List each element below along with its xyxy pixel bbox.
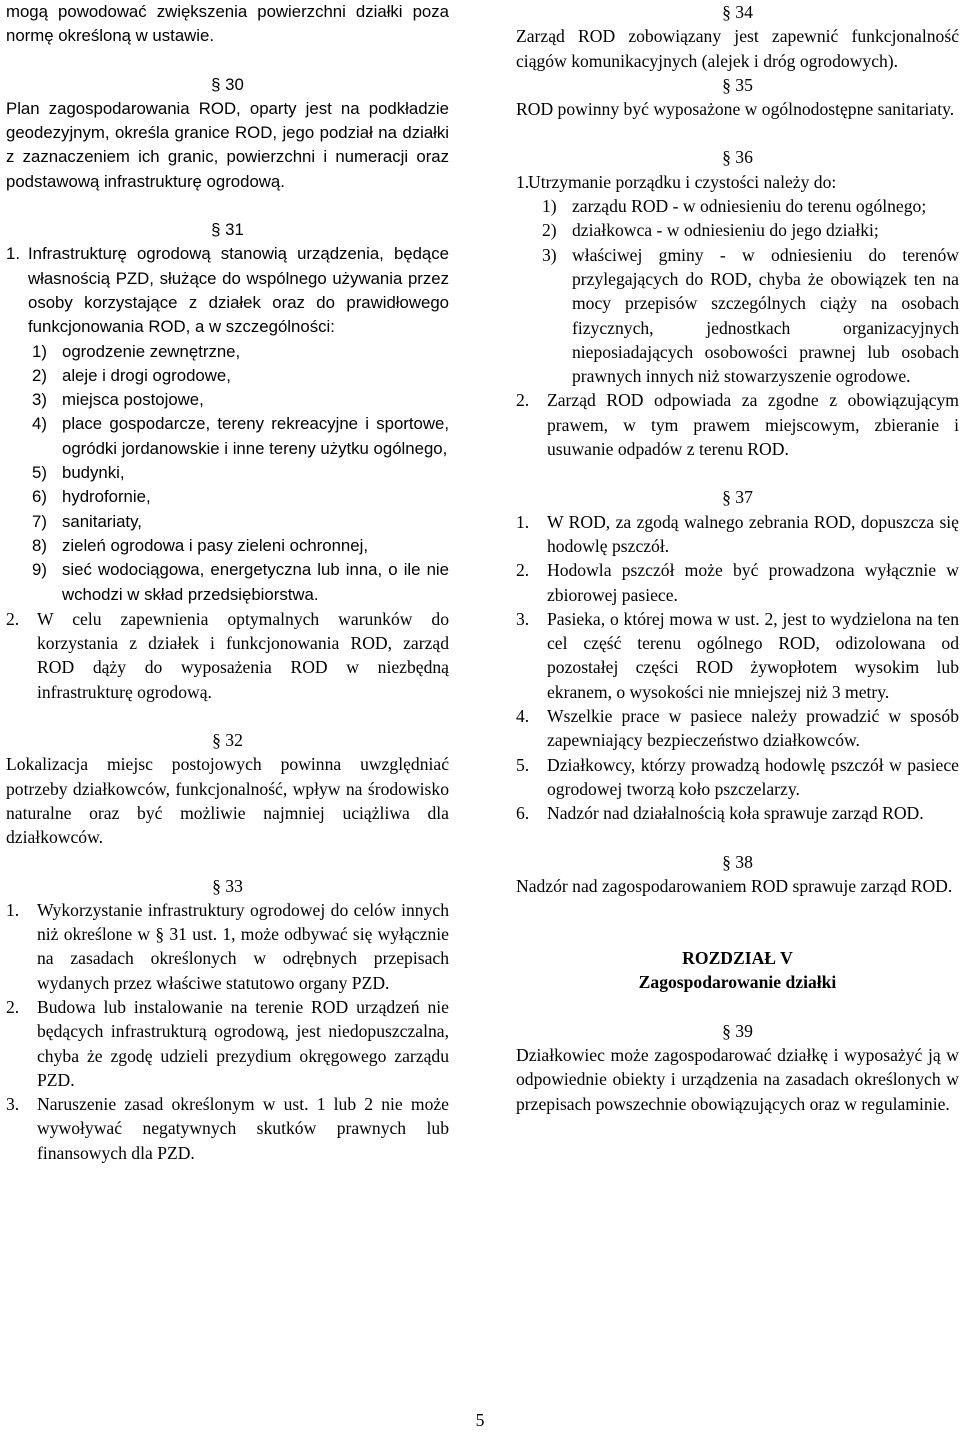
right-column (516, 0, 959, 1116)
list-item-number: 6. (516, 803, 530, 824)
list-item (32, 534, 449, 558)
list-item-text: aleje i drogi ogrodowe, (62, 365, 231, 385)
list-item-number: 6) (32, 487, 47, 507)
section-31-list (6, 340, 449, 607)
section-39-text: Działkowiec może zagospodarować działkę i wyposażyć ją w odpowiednie obiekty i urządzenia na zasadach określonych w przepisach powszechnie obowiązujących oraz w regulaminie. (516, 1044, 959, 1114)
list-item-number: 2. (6, 996, 20, 1017)
list-item (542, 194, 959, 218)
list-item-text: Nadzór nad działalnością koła sprawuje zarząd ROD. (547, 803, 924, 824)
list-item (516, 510, 959, 559)
section-32-text: Lokalizacja miejsc postojowych powinna uwzględniać potrzeby działkowców, funkcjonalność, wpływ na środowisko naturalne oraz być możliwie najmniej uciążliwa dla działkowców. (6, 754, 449, 848)
list-item (542, 243, 959, 389)
list-item (516, 558, 959, 607)
list-item-text: Budowa lub instalowanie na terenie ROD urządzeń nie będących infrastrukturą ogrodową, jest niedopuszczalna, chyba że zgodę udzieli prezydium okręgowego zarządu PZD. (37, 996, 449, 1090)
chapter-heading: ROZDZIAŁ V (682, 948, 793, 969)
section-36-heading: § 36 (722, 147, 753, 168)
section-35-heading: § 35 (722, 74, 753, 95)
list-item-text: miejsca postojowe, (62, 390, 204, 410)
list-item-text: Wszelkie prace w pasiece należy prowadzić w sposób zapewniający bezpieczeństwo działkowców. (547, 706, 959, 751)
section-36-list (516, 194, 959, 388)
list-item-text: sieć wodociągowa, energetyczna lub inna, o ile nie wchodzi w skład przedsiębiorstwa. (62, 560, 449, 604)
list-item (32, 485, 449, 509)
section-34-heading: § 34 (722, 2, 753, 22)
list-item (516, 753, 959, 802)
list-item-text: działkowca - w odniesieniu do jego działki; (572, 220, 879, 241)
list-item-number: 1. (516, 511, 530, 532)
list-item (516, 801, 959, 825)
list-item-text: Wykorzystanie infrastruktury ogrodowej do celów innych niż określone w § 31 ust. 1, może odbywać się wyłącznie na zasadach określonych w odrębnych przepisach wydanych przez właściwe statutowo organy PZD. (37, 899, 449, 993)
section-35-text: ROD powinny być wyposażone w ogólnodostępne sanitariaty. (516, 99, 955, 120)
list-item-number: 4. (516, 706, 530, 727)
section-34-text: Zarząd ROD zobowiązany jest zapewnić funkcjonalność ciągów komunikacyjnych (alejek i dróg ogrodowych). (516, 26, 959, 71)
list-item-text: zarządu ROD - w odniesieniu do terenu ogólnego; (572, 196, 927, 217)
section-31-heading: § 31 (211, 220, 244, 240)
section-37-list (516, 510, 959, 826)
page-number: 5 (475, 1410, 485, 1430)
section-33-list (6, 898, 449, 1165)
list-item (32, 412, 449, 461)
list-item-number: 2) (542, 220, 557, 241)
list-item-number: 9) (32, 560, 47, 580)
list-item-number: 2) (32, 365, 47, 385)
list-item-text: Działkowcy, którzy prowadzą hodowlę pszczół w pasiece ogrodowej tworzą koło pszczelarzy. (547, 754, 959, 799)
list-item (6, 1092, 449, 1165)
list-item (516, 607, 959, 704)
list-item (32, 340, 449, 364)
list-item (32, 558, 449, 607)
list-item-number: 3. (516, 608, 530, 629)
list-item (32, 388, 449, 412)
list-item-text: Hodowla pszczół może być prowadzona wyłącznie w zbiorowej pasiece. (547, 560, 959, 605)
list-item-number: 3) (32, 390, 47, 410)
list-item (32, 461, 449, 485)
section-39-heading: § 39 (722, 1020, 753, 1041)
paragraph-continued: mogą powodować zwiększenia powierzchni działki poza normę określoną w ustawie. (6, 2, 449, 46)
list-item-number: 4) (32, 414, 47, 434)
list-item-text: ogrodzenie zewnętrzne, (62, 341, 241, 361)
list-item-text: zieleń ogrodowa i pasy zieleni ochronnej, (62, 535, 368, 555)
list-item-number: 1) (542, 196, 557, 217)
section-38-heading: § 38 (722, 851, 753, 872)
list-item-text: sanitariaty, (62, 511, 142, 531)
chapter-title: Zagospodarowanie działki (638, 972, 837, 993)
list-item-text: place gospodarcze, tereny rekreacyjne i sportowe, ogródki jordanowskie i inne tereny użytku ogólnego, (62, 414, 449, 458)
list-item (32, 510, 449, 534)
list-item (6, 898, 449, 995)
section-30-text: Plan zagospodarowania ROD, oparty jest na podkładzie geodezyjnym, określa granice ROD, jego podział na działki z zaznaczeniem ich granic, powierzchni i numeracji oraz podstawową infrastrukturę ogrodową. (6, 98, 449, 191)
section-37-heading: § 37 (722, 487, 753, 508)
section-36-item-1: 1. Utrzymanie porządku i czystości należy do: (516, 171, 837, 192)
section-33-heading: § 33 (212, 875, 243, 896)
list-item (6, 995, 449, 1092)
list-item-number: 1) (32, 341, 47, 361)
list-item-text: hydrofornie, (62, 487, 151, 507)
list-item-number: 5) (32, 463, 47, 483)
section-31-item-2: 2. W celu zapewnienia optymalnych warunków do korzystania z działek i funkcjonowania ROD, zarząd ROD dąży do wyposażenia ROD w niezbędną infrastrukturę ogrodową. (6, 608, 449, 702)
list-item-text: właściwej gminy - w odniesieniu do terenów przylegających do ROD, chyba że obowiązek ten na mocy przepisów szczególnych ciąży na osobach fizycznych, jednostkach organizacyjnych nieposiadających osobowości prawnej lub osobach prawnych innych niż stowarzyszenie ogrodowe. (572, 244, 959, 387)
list-item-number: 3. (6, 1094, 20, 1115)
section-30-heading: § 30 (211, 74, 244, 94)
list-item-number: 7) (32, 511, 47, 531)
list-item-number: 2. (516, 560, 530, 581)
list-item-text: Naruszenie zasad określonym w ust. 1 lub 2 nie może wywoływać negatywnych skutków prawnych lub finansowych dla PZD. (37, 1094, 449, 1163)
list-item-number: 1. (6, 899, 20, 920)
list-item-number: 3) (542, 244, 557, 265)
list-item (32, 364, 449, 388)
list-item-text: budynki, (62, 463, 125, 483)
list-item-number: 8) (32, 535, 47, 555)
list-item-text: Pasieka, o której mowa w ust. 2, jest to wydzielona na ten cel część terenu ogólnego ROD, odizolowana od pozostałej części ROD żywopłotem wysokim lub ekranem, o wysokości nie mniejszej niż 3 metry. (547, 608, 959, 702)
section-36-item-2: 2. Zarząd ROD odpowiada za zgodne z obowiązującym prawem, w tym prawem miejscowym, zbieranie i usuwanie odpadów z terenu ROD. (516, 390, 959, 460)
list-item-text: W ROD, za zgodą walnego zebrania ROD, dopuszcza się hodowlę pszczół. (547, 511, 959, 556)
list-item (542, 218, 959, 242)
section-31-item-1: 1. Infrastrukturę ogrodową stanowią urządzenia, będące własnością PZD, służące do wspólnego używania przez osoby korzystające z działek oraz do prawidłowego funkcjonowania ROD, a w szczególności: (6, 244, 449, 337)
left-column (6, 0, 449, 1165)
section-38-text: Nadzór nad zagospodarowaniem ROD sprawuje zarząd ROD. (516, 875, 953, 896)
list-item-number: 5. (516, 754, 530, 775)
section-32-heading: § 32 (212, 730, 243, 751)
list-item (516, 704, 959, 753)
